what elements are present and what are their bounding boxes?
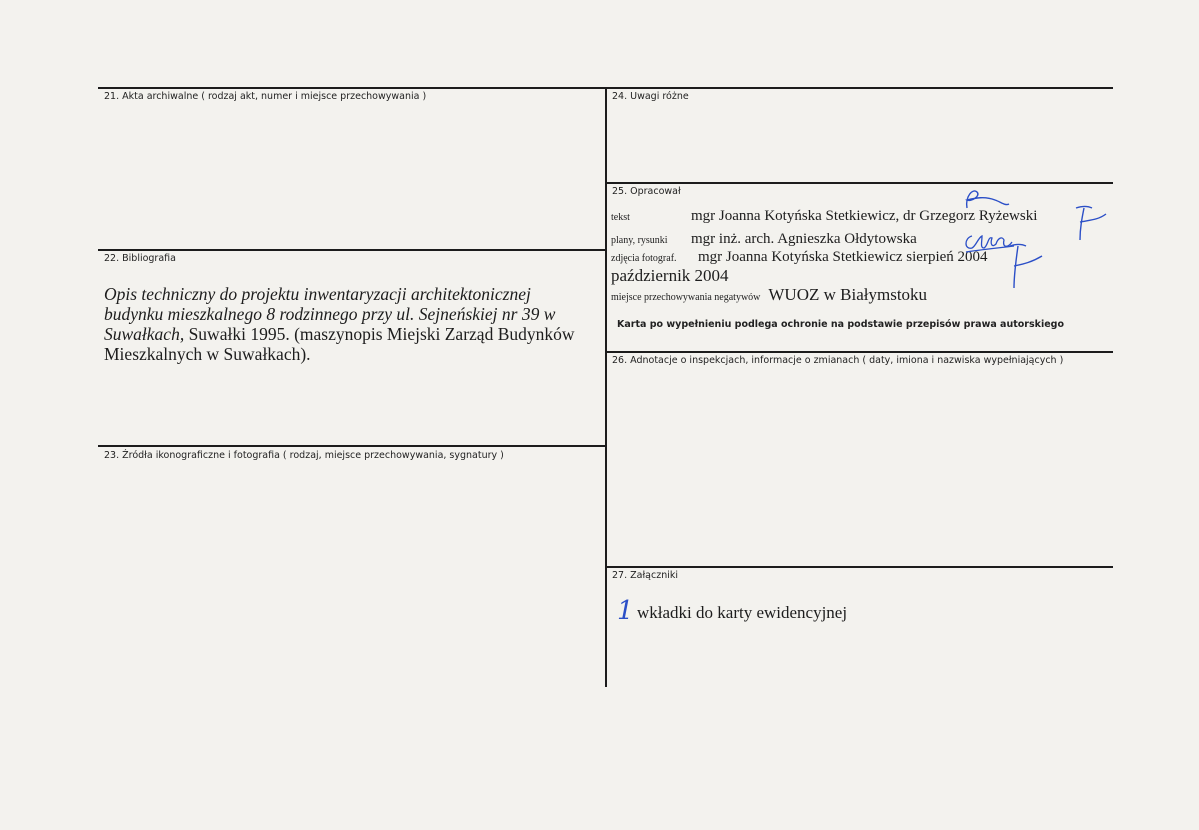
section-21-label: 21. Akta archiwalne ( rodzaj akt, numer i miejsce przechowywania ) bbox=[104, 91, 427, 102]
author-row-photos bbox=[611, 248, 988, 266]
signature-initial-1-icon bbox=[1068, 200, 1112, 244]
negatives-value: WUOZ w Białymstoku bbox=[768, 285, 928, 304]
author-key-plans: plany, rysunki bbox=[611, 235, 668, 246]
column-divider bbox=[605, 87, 607, 687]
bibliography-text bbox=[104, 284, 594, 364]
author-value-photos: mgr Joanna Kotyńska Stetkiewicz sierpień 2004 bbox=[698, 249, 988, 265]
author-value-text: mgr Joanna Kotyńska Stetkiewicz, dr Grzegorz Ryżewski bbox=[691, 208, 1038, 224]
section-26-label: 26. Adnotacje o inspekcjach, informacje o zmianach ( daty, imiona i nazwiska wypełniających ) bbox=[612, 355, 1064, 366]
rule-27-top bbox=[606, 566, 1113, 568]
signature-initial-2-icon bbox=[1000, 240, 1050, 292]
rule-25-top bbox=[606, 182, 1113, 184]
bibliography-regular: Suwałki 1995. (maszynopis Miejski Zarząd Budynków Mieszkalnych w Suwałkach). bbox=[104, 324, 575, 364]
rule-23-top bbox=[98, 445, 606, 447]
rule-22-top bbox=[98, 249, 606, 251]
section-22-label: 22. Bibliografia bbox=[104, 253, 176, 264]
date-line: październik 2004 bbox=[611, 266, 729, 285]
copyright-notice: Karta po wypełnieniu podlega ochronie na podstawie przepisów prawa autorskiego bbox=[617, 319, 1064, 330]
attachments-count: 1 bbox=[617, 596, 634, 626]
section-24-label: 24. Uwagi różne bbox=[612, 91, 689, 102]
attachments-text: wkładki do karty ewidencyjnej bbox=[637, 603, 848, 622]
author-value-plans: mgr inż. arch. Agnieszka Ołdytowska bbox=[691, 231, 917, 247]
section-25-label: 25. Opracował bbox=[612, 186, 681, 197]
rule-26-top bbox=[606, 351, 1113, 353]
author-row-plans bbox=[611, 230, 917, 248]
author-key-photos: zdjęcia fotograf. bbox=[611, 253, 677, 264]
section-27-label: 27. Załączniki bbox=[612, 570, 678, 581]
negatives-row bbox=[611, 285, 927, 305]
bibliography-italic: Opis techniczny do projektu inwentaryzacji architektonicznej budynku mieszkalnego 8 rodzinnego przy ul. Sejneńskiej nr 39 w Suwałkach, bbox=[104, 284, 556, 344]
section-23-label: 23. Źródła ikonograficzne i fotografia ( rodzaj, miejsce przechowywania, sygnatury ) bbox=[104, 450, 504, 461]
negatives-key: miejsce przechowywania negatywów bbox=[611, 292, 761, 303]
author-key-text: tekst bbox=[611, 212, 630, 223]
signature-ryzewski-icon bbox=[955, 186, 1015, 216]
